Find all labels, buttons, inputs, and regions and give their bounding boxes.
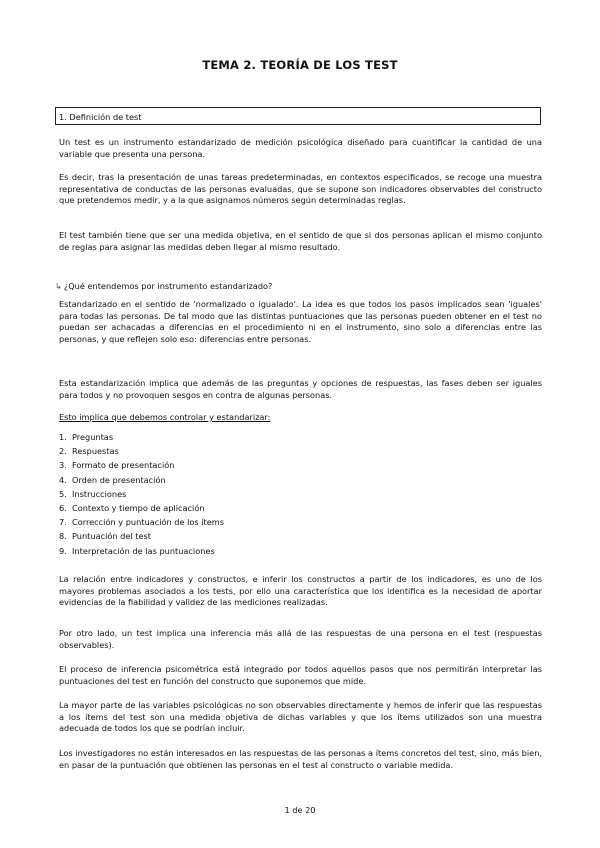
list-heading: Esto implica que debemos controlar y estandarizar: — [59, 412, 271, 422]
list-item: 6. Contexto y tiempo de aplicación — [59, 502, 205, 513]
question-line — [55, 281, 272, 292]
list-item: 2. Respuestas — [59, 446, 119, 457]
paragraph: La relación entre indicadores y constructos, e inferir los constructos a partir de los indicadores, es uno de los mayores problemas asociados a los tests, por ello una característica que los identifica es la necesidad de aportar evidencias de la fiabilidad y validez de las mediciones realizadas. — [59, 574, 542, 608]
question-text: ¿Qué entendemos por instrumento estandarizado? — [63, 281, 273, 291]
paragraph: Estandarizado en el sentido de 'normalizado o igualado'. La idea es que todos los pasos implicados sean 'iguales' para todas las personas. De tal modo que las distintas puntuaciones que las personas pueden obtener en el test no puedan ser achacadas a diferencias en el procedimiento ni en el instrumento, sino solo a diferencias entre las personas, y que reflejen solo eso: diferencias entre personas. — [59, 299, 542, 344]
list-item: 9. Interpretación de las puntuaciones — [59, 545, 215, 556]
list-item: 3. Formato de presentación — [59, 460, 175, 471]
page-title: TEMA 2. TEORÍA DE LOS TEST — [202, 58, 398, 72]
page-number: 1 de 20 — [284, 805, 316, 815]
paragraph: El proceso de inferencia psicométrica está integrado por todos aquellos pasos que nos permitirán interpretar las puntuaciones del test en función del constructo que suponemos que mide. — [59, 664, 542, 686]
paragraph: Los investigadores no están interesados en las respuestas de las personas a ítems concretos del test, sino, más bien, en pasar de la puntuación que obtienen las personas en el test al constructo o variable medida. — [59, 748, 542, 770]
list-item: 7. Corrección y puntuación de los ítems — [59, 517, 225, 528]
list-item: 1. Preguntas — [59, 432, 114, 442]
paragraph: Es decir, tras la presentación de unas tareas predeterminadas, en contextos especificados, se recoge una muestra representativa de conductas de las personas evaluadas, que se supone son indicadores observables del constructo que pretendemos medir, y a la que asignamos números según determinadas reglas. — [59, 172, 542, 206]
return-arrow-icon: ↳ — [55, 281, 62, 291]
paragraph: El test también tiene que ser una medida objetiva, en el sentido de que si dos personas aplican el mismo conjunto de reglas para asignar las medidas deben llegar al mismo resultado. — [59, 230, 542, 252]
list-item: 4. Orden de presentación — [59, 474, 166, 485]
section-heading: 1. Definición de test — [55, 107, 541, 125]
paragraph: Un test es un instrumento estandarizado de medición psicológica diseñado para cuantificar la cantidad de una variable que presenta una persona. — [59, 137, 542, 159]
list-item: 5. Instrucciones — [59, 488, 127, 499]
paragraph: La mayor parte de las variables psicológicas no son observables directamente y hemos de inferir que las respuestas a los ítems del test son una medida objetiva de dichas variables y que los ítems utilizados son una muestra adecuada de todos los que se podrían incluir. — [59, 700, 542, 734]
standardization-list — [59, 430, 224, 558]
paragraph: Esta estandarización implica que además de las preguntas y opciones de respuestas, las fases deben ser iguales para todos y no provoquen sesgos en contra de algunas personas. — [59, 378, 542, 400]
paragraph: Por otro lado, un test implica una inferencia más allá de las respuestas de una persona en el test (respuestas observables). — [59, 628, 542, 650]
list-item: 8. Puntuación del test — [59, 531, 152, 542]
